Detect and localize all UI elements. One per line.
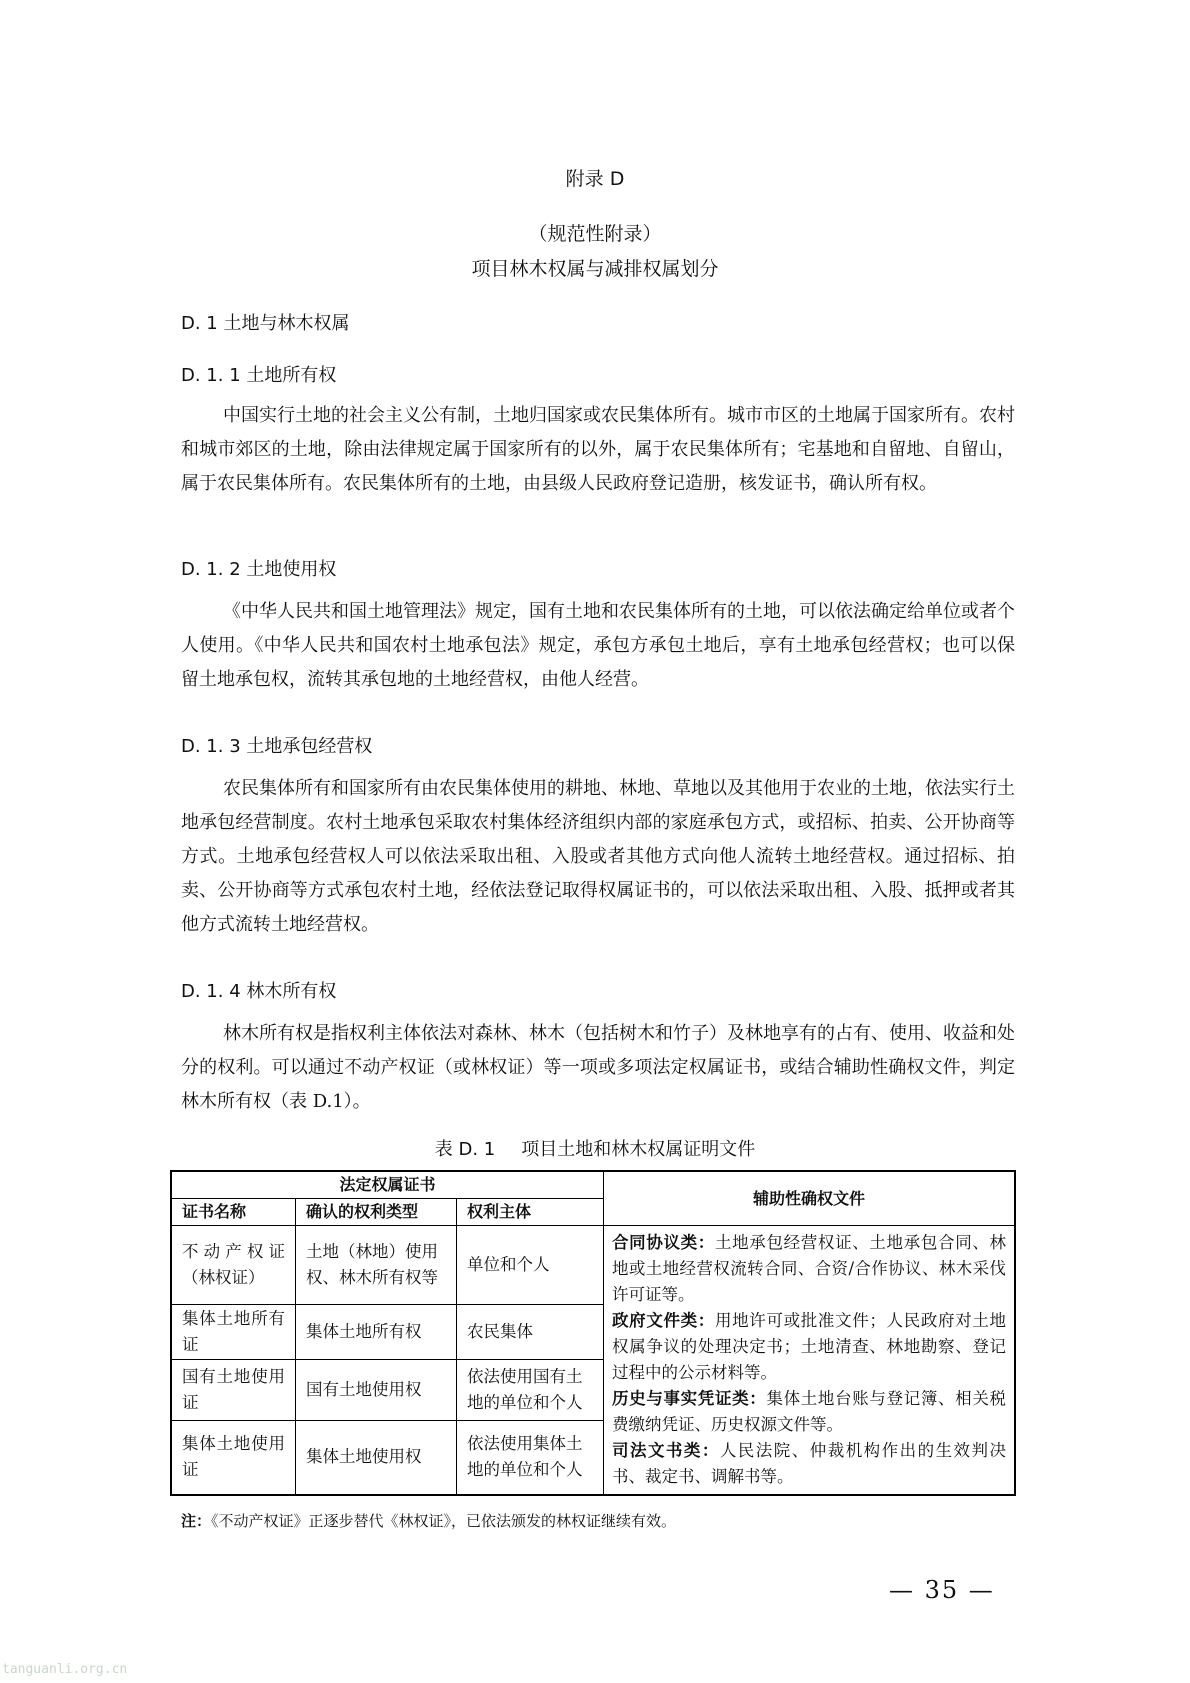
table-note-label: 注： [181,1512,212,1530]
aux-label-government: 政府文件类： [612,1311,715,1330]
paragraph-d11: 中国实行土地的社会主义公有制，土地归国家或农民集体所有。城市市区的土地属于国家所有。农村和城市郊区的土地，除由法律规定属于国家所有的以外，属于农民集体所有；宅基地和自留地、自留山，属于农民集体所有。农民集体所有的土地，由县级人民政府登记造册，核发证书，确认所有权。 [181,405,1015,494]
aux-item-judicial [612,1438,1006,1490]
header-right-type: 确认的权利类型 [296,1199,457,1226]
cell-certificate-name: 国有土地使用证 [171,1360,296,1421]
section-heading-d14: D. 1. 4 林木所有权 [181,981,337,1002]
cell-right-subject: 农民集体 [457,1304,604,1360]
normative-label: （规范性附录） [528,223,662,245]
section-heading-d1: D. 1 土地与林木权属 [181,313,350,334]
table-caption-title: 项目土地和林木权属证明文件 [521,1139,756,1160]
aux-item-government [612,1308,1006,1386]
aux-text-judicial: 人民法院、仲裁机构作出的生效判决书、裁定书、调解书等。 [612,1441,1007,1486]
watermark: tanguanli.org.cn [2,1662,128,1677]
paragraph-d14: 林木所有权是指权利主体依法对森林、林木（包括树木和竹子）及林地享有的占有、使用、收益和处分的权利。可以通过不动产权证（或林权证）等一项或多项法定权属证书，或结合辅助性确权文件，判定林木所有权（表 D.1）。 [181,1023,1015,1112]
aux-text-contract: 土地承包经营权证、土地承包合同、林地或土地经营权流转合同、合资/合作协议、林木采伐许可证等。 [612,1233,1007,1304]
appendix-label: 附录 D [565,168,625,190]
header-right-subject: 权利主体 [457,1199,604,1226]
table-note-text: 《不动产权证》正逐步替代《林权证》，已依法颁发的林权证继续有效。 [211,1512,677,1530]
header-auxiliary-documents: 辅助性确权文件 [604,1171,1016,1226]
paragraph-d12: 《中华人民共和国土地管理法》规定，国有土地和农民集体所有的土地，可以依法确定给单位或者个人使用。《中华人民共和国农村土地承包法》规定，承包方承包土地后，享有土地承包经营权；也可以保留土地承包权，流转其承包地的土地经营权，由他人经营。 [181,601,1015,690]
cell-certificate-name: 集体土地使用证 [171,1420,296,1495]
aux-text-historical: 集体土地台账与登记簿、相关税费缴纳凭证、历史权源文件等。 [612,1389,1007,1434]
aux-label-historical: 历史与事实凭证类： [612,1389,767,1408]
cell-right-subject: 单位和个人 [457,1226,604,1305]
section-heading-d12: D. 1. 2 土地使用权 [181,559,337,580]
aux-item-contract [612,1230,1006,1308]
aux-item-historical [612,1386,1006,1438]
aux-text-government: 用地许可或批准文件；人民政府对土地权属争议的处理决定书；土地清查、林地勘察、登记过程中的公示材料等。 [612,1311,1007,1382]
header-legal-certificates: 法定权属证书 [171,1171,604,1199]
section-heading-d11: D. 1. 1 土地所有权 [181,365,337,386]
table-caption [0,1135,1190,1161]
header-certificate-name: 证书名称 [171,1199,296,1226]
cell-right-subject: 依法使用国有土地的单位和个人 [457,1360,604,1421]
table-caption-number: 表 D. 1 [434,1139,496,1160]
table-row [171,1226,1015,1305]
cell-right-type: 集体土地使用权 [296,1420,457,1495]
table-header-row [171,1171,1015,1199]
cell-right-type: 集体土地所有权 [296,1304,457,1360]
cell-certificate-name: 不动产权证（林权证） [171,1226,296,1305]
section-heading-d13: D. 1. 3 土地承包经营权 [181,736,373,757]
table-note [181,1510,676,1531]
aux-label-judicial: 司法文书类： [612,1441,720,1460]
cell-right-subject: 依法使用集体土地的单位和个人 [457,1420,604,1495]
cell-right-type: 国有土地使用权 [296,1360,457,1421]
aux-label-contract: 合同协议类： [612,1233,715,1252]
ownership-documents-table [170,1170,1016,1496]
page-number: — 35 — [889,1576,995,1604]
cell-right-type: 土地（林地）使用权、林木所有权等 [296,1226,457,1305]
cell-certificate-name: 集体土地所有证 [171,1304,296,1360]
paragraph-d13: 农民集体所有和国家所有由农民集体使用的耕地、林地、草地以及其他用于农业的土地，依法实行土地承包经营制度。农村土地承包采取农村集体经济组织内部的家庭承包方式，或招标、拍卖、公开协商等方式。土地承包经营权人可以依法采取出租、入股或者其他方式向他人流转土地经营权。通过招标、拍卖、公开协商等方式承包农村土地，经依法登记取得权属证书的，可以依法采取出租、入股、抵押或者其他方式流转土地经营权。 [181,778,1015,935]
cell-auxiliary-documents [604,1226,1016,1496]
page-title: 项目林木权属与减排权属划分 [471,258,719,280]
